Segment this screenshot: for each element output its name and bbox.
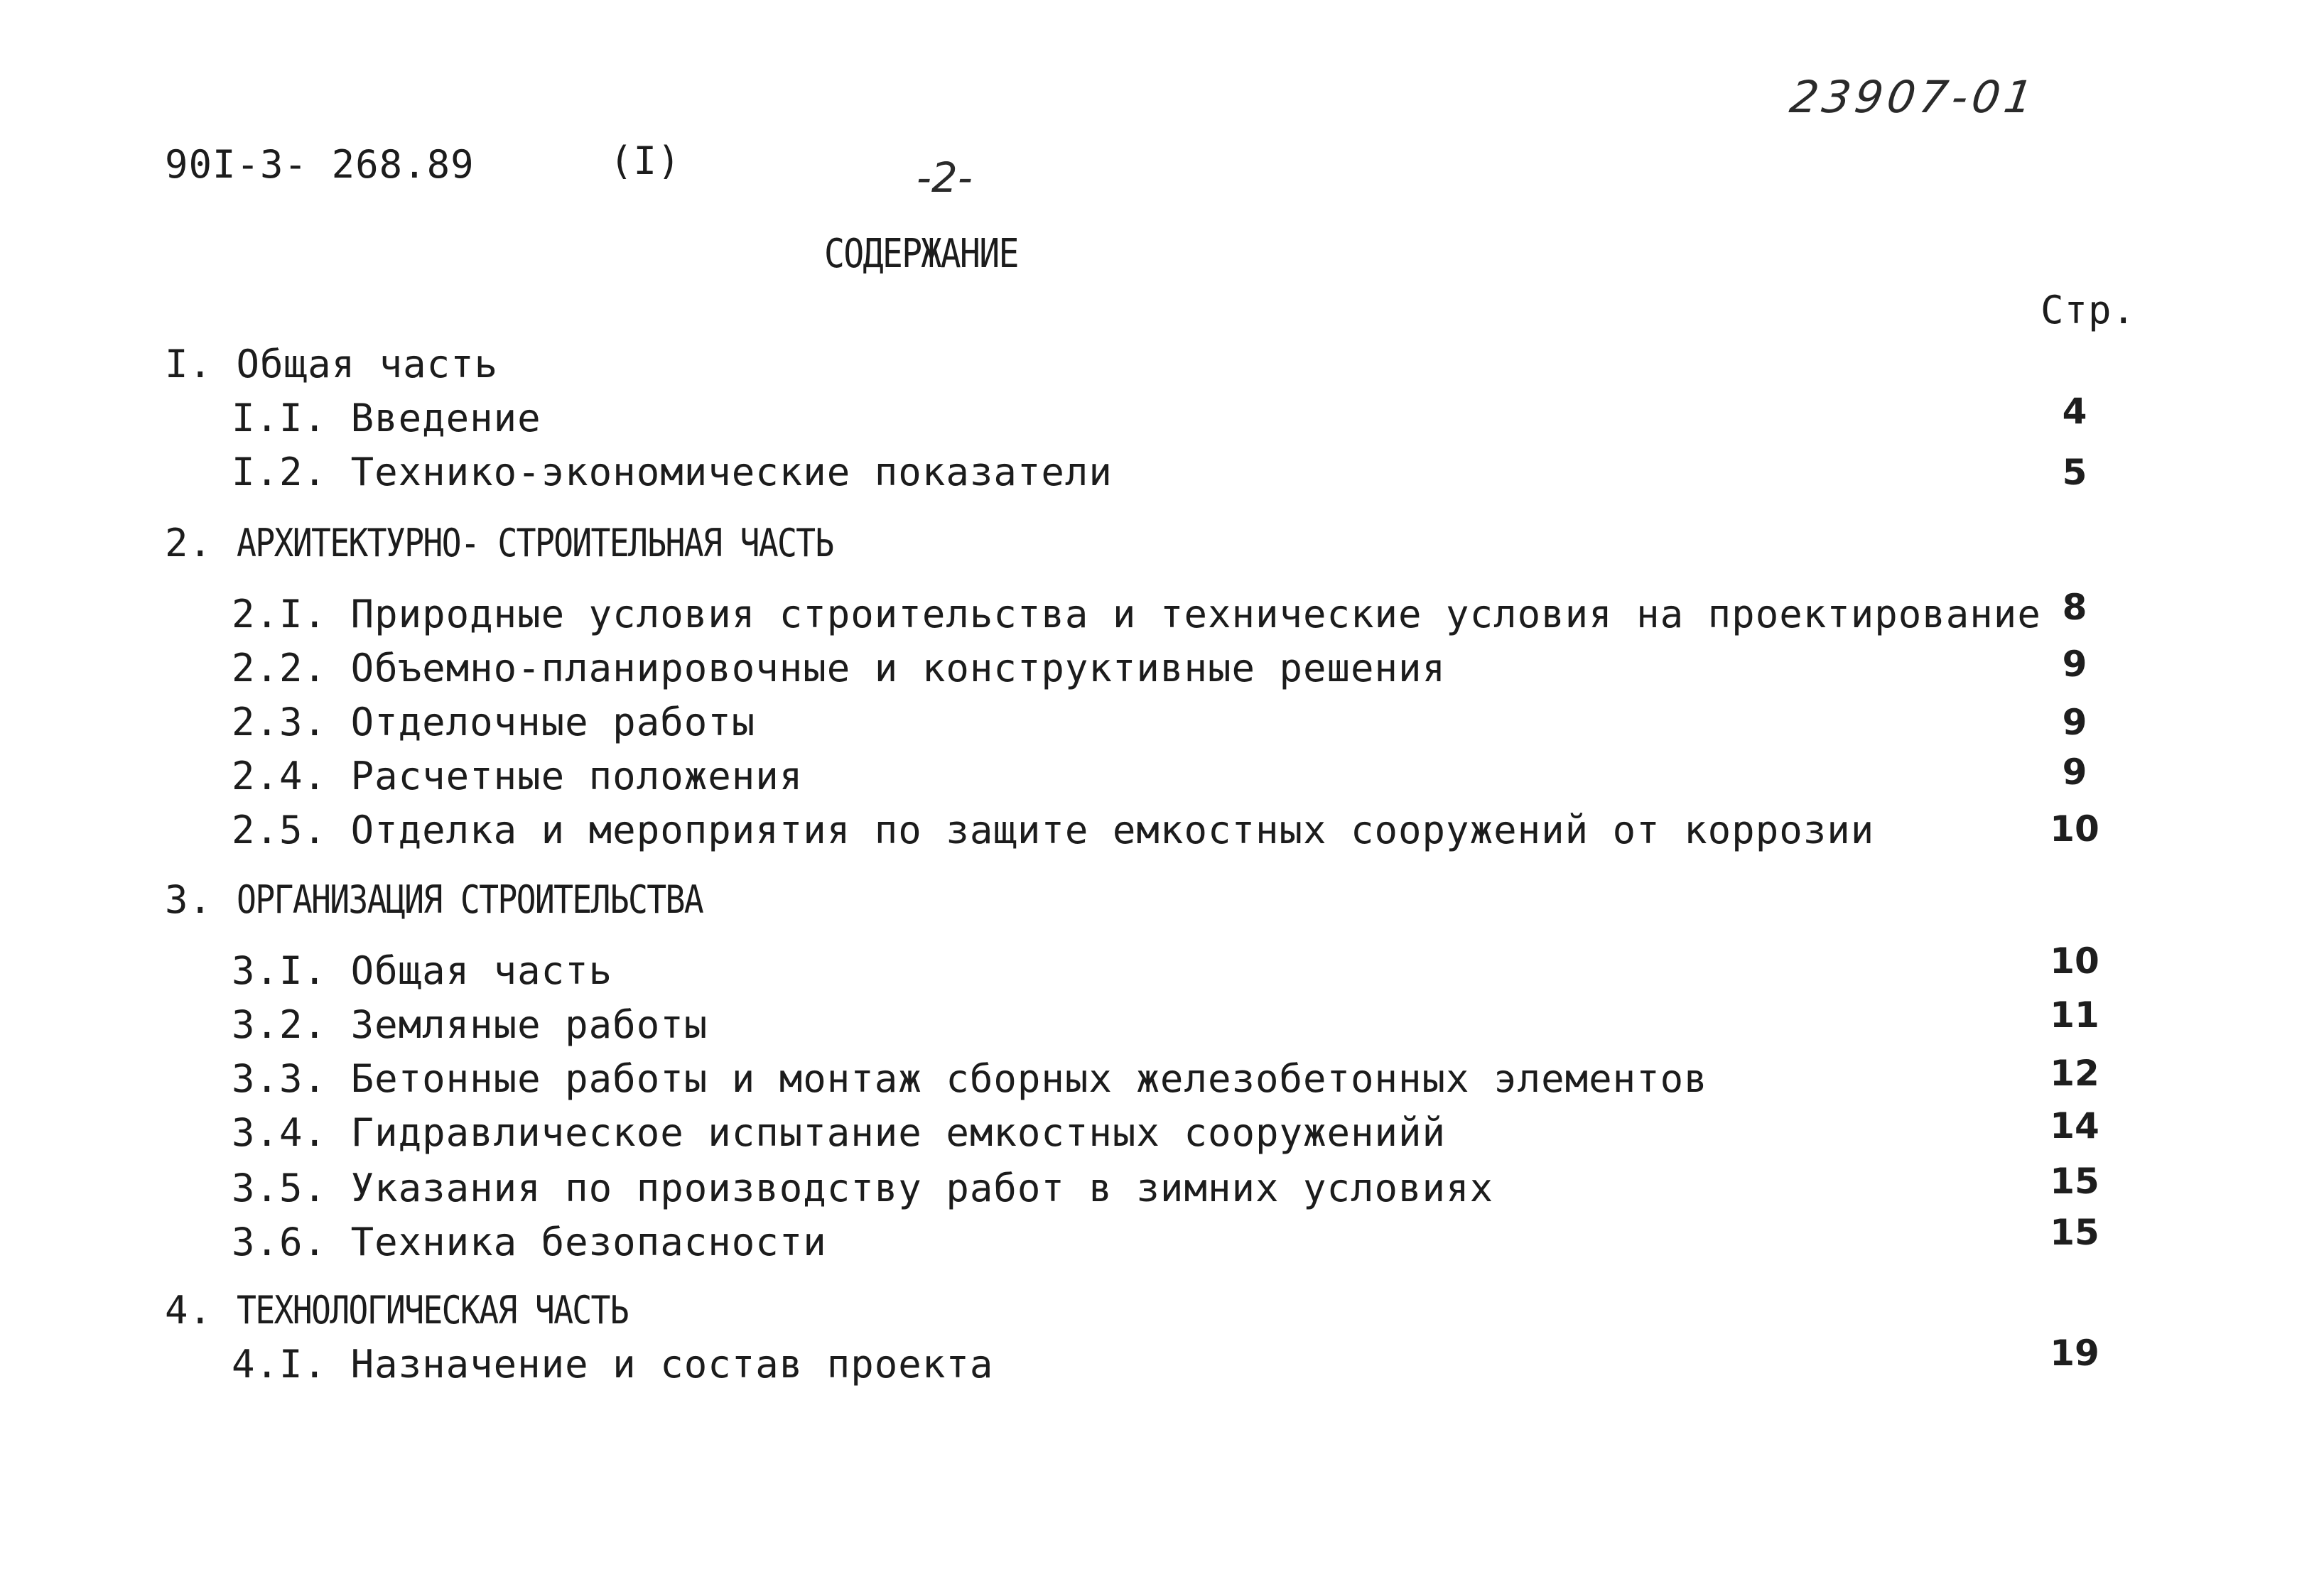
toc-entry xyxy=(232,1342,994,1387)
entry-title: Технико-экономические показатели xyxy=(350,450,1113,494)
section-title: Общая часть xyxy=(236,342,499,386)
toc-entry xyxy=(232,1220,827,1264)
entry-number: 3.5. xyxy=(232,1166,328,1210)
entry-number: 2.2. xyxy=(232,646,328,690)
entry-page: 12 xyxy=(2050,1053,2099,1094)
document-code: 90I-3- 268.89 xyxy=(165,142,475,187)
section-number: 2. xyxy=(165,521,213,565)
entry-number: 3.6. xyxy=(232,1220,328,1264)
toc-entry xyxy=(232,700,756,744)
entry-page: 10 xyxy=(2050,940,2099,982)
entry-title: Природные условия строительства и технические условия на проектирование xyxy=(350,592,2041,636)
entry-title: Земляные работы xyxy=(350,1002,708,1047)
entry-number: 2.5. xyxy=(232,808,328,852)
entry-number: 3.4. xyxy=(232,1110,328,1155)
toc-title: СОДЕРЖАНИЕ xyxy=(824,231,1018,277)
toc-entry xyxy=(232,948,613,993)
entry-number: 2.3. xyxy=(232,700,328,744)
document-volume: (I) xyxy=(610,139,681,183)
toc-entry xyxy=(232,1166,1494,1210)
entry-number: 3.3. xyxy=(232,1056,328,1101)
entry-title: Расчетные положения xyxy=(350,754,804,798)
entry-number: I.2. xyxy=(232,450,328,494)
archive-number: 23907-01 xyxy=(1786,71,2041,123)
section-heading xyxy=(165,342,499,386)
toc-entry xyxy=(232,808,1875,852)
entry-page: 19 xyxy=(2050,1333,2099,1374)
entry-page: 5 xyxy=(2062,452,2087,493)
entry-title: Гидравлическое испытание емкостных сооруженийй xyxy=(350,1110,1447,1155)
entry-page: 9 xyxy=(2062,702,2087,743)
section-title: ТЕХНОЛОГИЧЕСКАЯ ЧАСТЬ xyxy=(236,1288,628,1333)
entry-title: Объемно-планировочные и конструктивные решения xyxy=(350,646,1447,690)
entry-page: 9 xyxy=(2062,752,2087,793)
toc-entry xyxy=(232,1056,1708,1101)
page-column-label: Стр. xyxy=(2041,288,2136,332)
section-number: 3. xyxy=(165,877,213,922)
section-number: I. xyxy=(165,342,213,386)
entry-title: Отделочные работы xyxy=(350,700,756,744)
entry-number: I.I. xyxy=(232,396,328,440)
toc-entry xyxy=(232,646,1447,690)
entry-title: Техника безопасности xyxy=(350,1220,827,1264)
toc-entry xyxy=(232,396,541,440)
entry-title: Бетонные работы и монтаж сборных железобетонных элементов xyxy=(350,1056,1708,1101)
section-heading xyxy=(165,877,778,922)
toc-entry xyxy=(232,450,1113,494)
section-heading xyxy=(165,521,930,565)
section-heading xyxy=(165,1288,691,1333)
entry-number: 3.2. xyxy=(232,1002,328,1047)
entry-number: 4.I. xyxy=(232,1342,328,1387)
entry-title: Общая часть xyxy=(350,948,613,993)
entry-number: 2.4. xyxy=(232,754,328,798)
section-title: АРХИТЕКТУРНО- СТРОИТЕЛЬНАЯ ЧАСТЬ xyxy=(236,521,833,565)
entry-page: 15 xyxy=(2050,1212,2099,1253)
toc-entry xyxy=(232,1110,1447,1155)
entry-page: 4 xyxy=(2062,391,2087,432)
section-title: ОРГАНИЗАЦИЯ СТРОИТЕЛЬСТВА xyxy=(236,877,703,922)
page-number: -2- xyxy=(917,153,973,202)
entry-number: 2.I. xyxy=(232,592,328,636)
entry-page: 15 xyxy=(2050,1161,2099,1202)
entry-page: 10 xyxy=(2050,808,2099,850)
entry-title: Назначение и состав проекта xyxy=(350,1342,994,1387)
entry-title: Указания по производству работ в зимних условиях xyxy=(350,1166,1494,1210)
toc-entry xyxy=(232,592,2041,636)
entry-page: 11 xyxy=(2050,994,2099,1036)
entry-page: 14 xyxy=(2050,1105,2099,1146)
entry-title: Отделка и мероприятия по защите емкостных сооружений от коррозии xyxy=(350,808,1875,852)
entry-title: Введение xyxy=(350,396,541,440)
entry-page: 9 xyxy=(2062,644,2087,685)
entry-number: 3.I. xyxy=(232,948,328,993)
entry-page: 8 xyxy=(2062,587,2087,628)
toc-entry xyxy=(232,1002,708,1047)
section-number: 4. xyxy=(165,1288,213,1333)
toc-entry xyxy=(232,754,804,798)
